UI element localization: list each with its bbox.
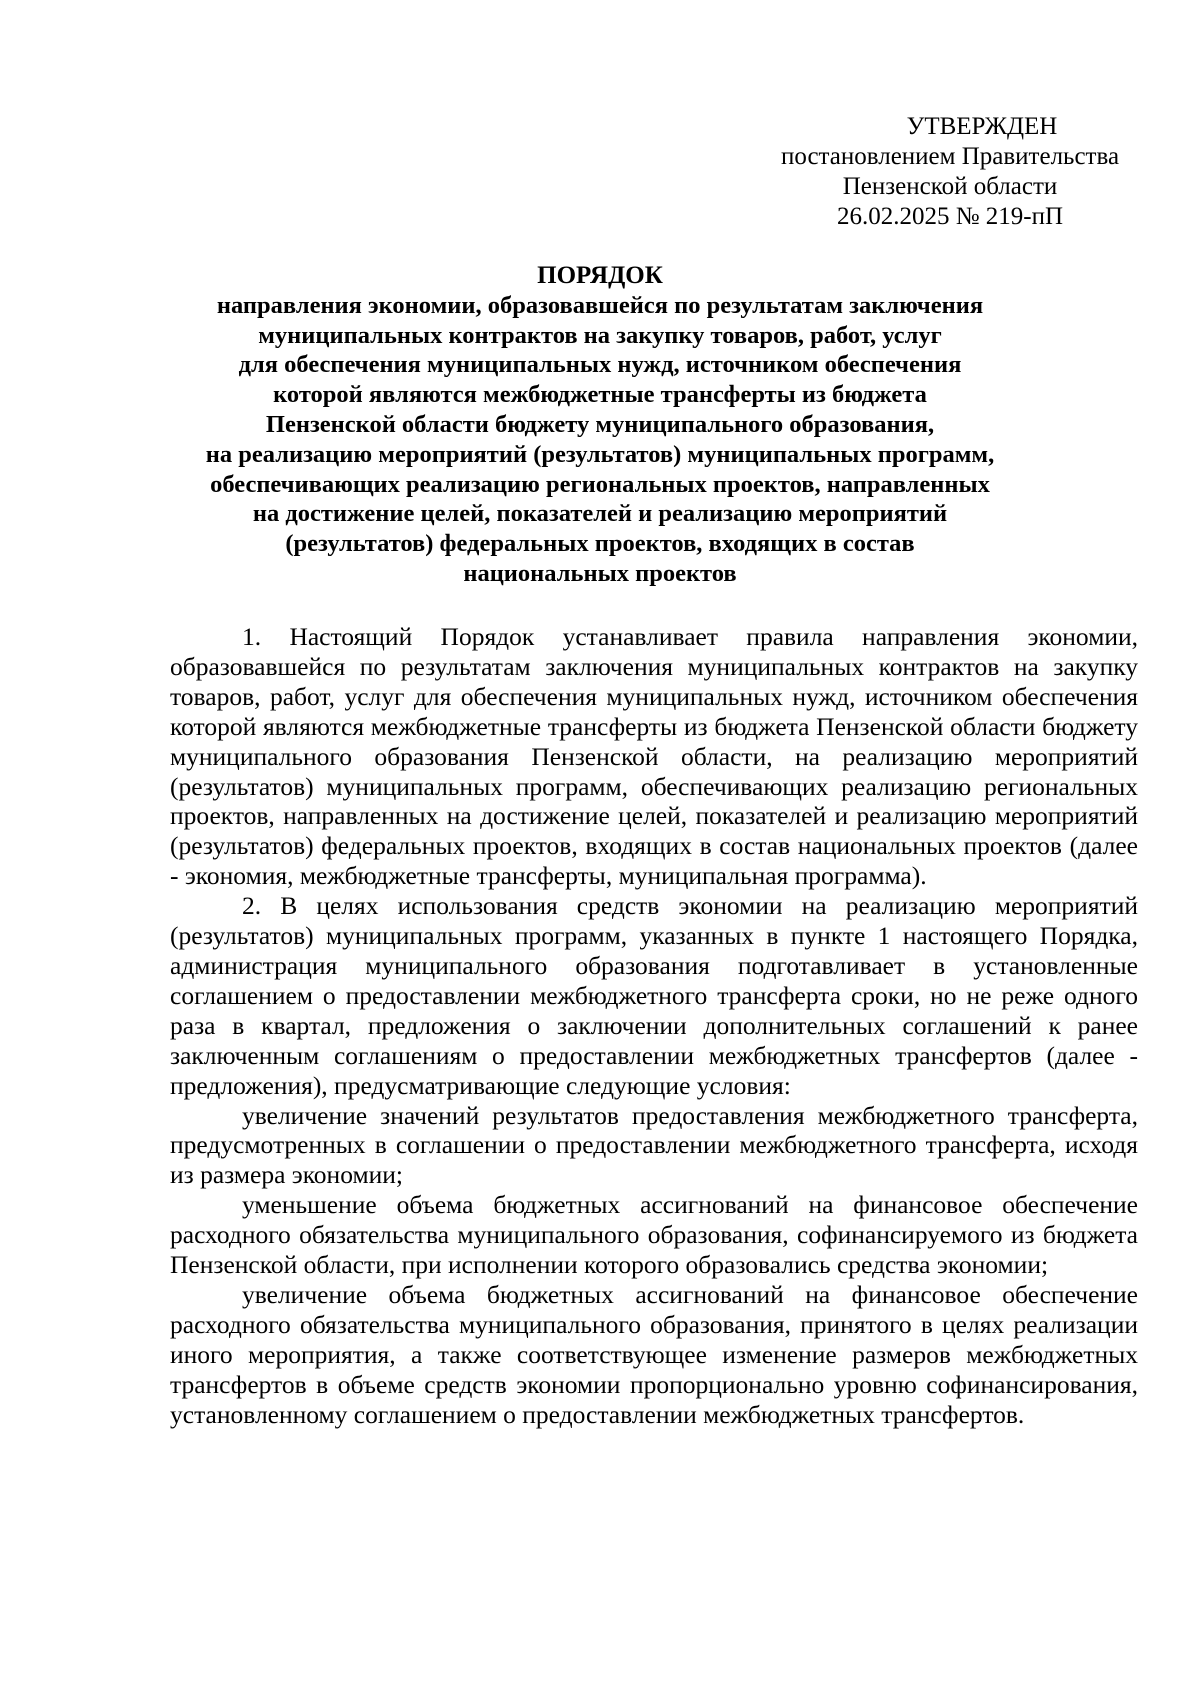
condition-item: увеличение объема бюджетных ассигнований на финансовое обеспечение расходного обязательства муниципального образования, принятого в целях реализации иного мероприятия, а также соответствующее изменение размеров межбюджетных трансфертов в объеме средств экономии пропорционально уровню софинансирования, установленному соглашением о предоставлении межбюджетных трансфертов. [170, 1279, 1138, 1429]
condition-item: увеличение значений результатов предоставления межбюджетного трансферта, предусмотренных в соглашении о предоставлении межбюджетного трансферта, исходя из размера экономии; [170, 1100, 1138, 1190]
paragraph-2: 2. В целях использования средств экономии на реализацию мероприятий (результатов) муниципальных программ, указанных в пункте 1 настоящего Порядка, администрация муниципального образования подготавливает в установленные соглашением о предоставлении межбюджетного трансферта сроки, но не реже одного раза в квартал, предложения о заключении дополнительных соглашений к ранее заключенным соглашениям о предоставлении межбюджетных трансфертов (далее - предложения), предусматривающие следующие условия: [170, 891, 1138, 1100]
document-title-block [140, 261, 1060, 589]
title-line: на достижение целей, показателей и реализацию мероприятий [252, 500, 948, 528]
title-line: для обеспечения муниципальных нужд, источником обеспечения [238, 351, 962, 379]
approval-stamp [720, 112, 1180, 232]
title-line: обеспечивающих реализацию региональных проектов, направленных [210, 470, 990, 498]
title-line: муниципальных контрактов на закупку товаров, работ, услуг [258, 321, 942, 349]
paragraph-1: 1. Настоящий Порядок устанавливает правила направления экономии, образовавшейся по результатам заключения муниципальных контрактов на закупку товаров, работ, услуг для обеспечения муниципальных нужд, источником обеспечения которой являются межбюджетные трансферты из бюджета Пензенской области бюджету муниципального образования Пензенской области, на реализацию мероприятий (результатов) муниципальных программ, обеспечивающих реализацию региональных проектов, направленных на достижение целей, показателей и реализацию мероприятий (результатов) федеральных проектов, входящих в состав национальных проектов (далее - экономия, межбюджетные трансферты, муниципальная программа). [170, 622, 1138, 891]
approval-status: УТВЕРЖДЕН [906, 113, 1058, 140]
approval-date-number: 26.02.2025 № 219-пП [836, 203, 1064, 230]
document-body [170, 622, 1138, 1429]
approval-authority: постановлением Правительства [780, 143, 1120, 170]
title-line: (результатов) федеральных проектов, входящих в состав [285, 530, 915, 558]
title-line: направления экономии, образовавшейся по результатам заключения [216, 291, 984, 319]
document-title: ПОРЯДОК [537, 262, 663, 289]
condition-item: уменьшение объема бюджетных ассигнований на финансовое обеспечение расходного обязательства муниципального образования, софинансируемого из бюджета Пензенской области, при исполнении которого образовались средства экономии; [170, 1190, 1138, 1280]
title-line: Пензенской области бюджету муниципального образования, [265, 410, 935, 438]
title-line: которой являются межбюджетные трансферты из бюджета [273, 381, 927, 409]
title-line: национальных проектов [463, 559, 737, 587]
title-line: на реализацию мероприятий (результатов) муниципальных программ, [205, 440, 995, 468]
approval-region: Пензенской области [842, 173, 1058, 200]
